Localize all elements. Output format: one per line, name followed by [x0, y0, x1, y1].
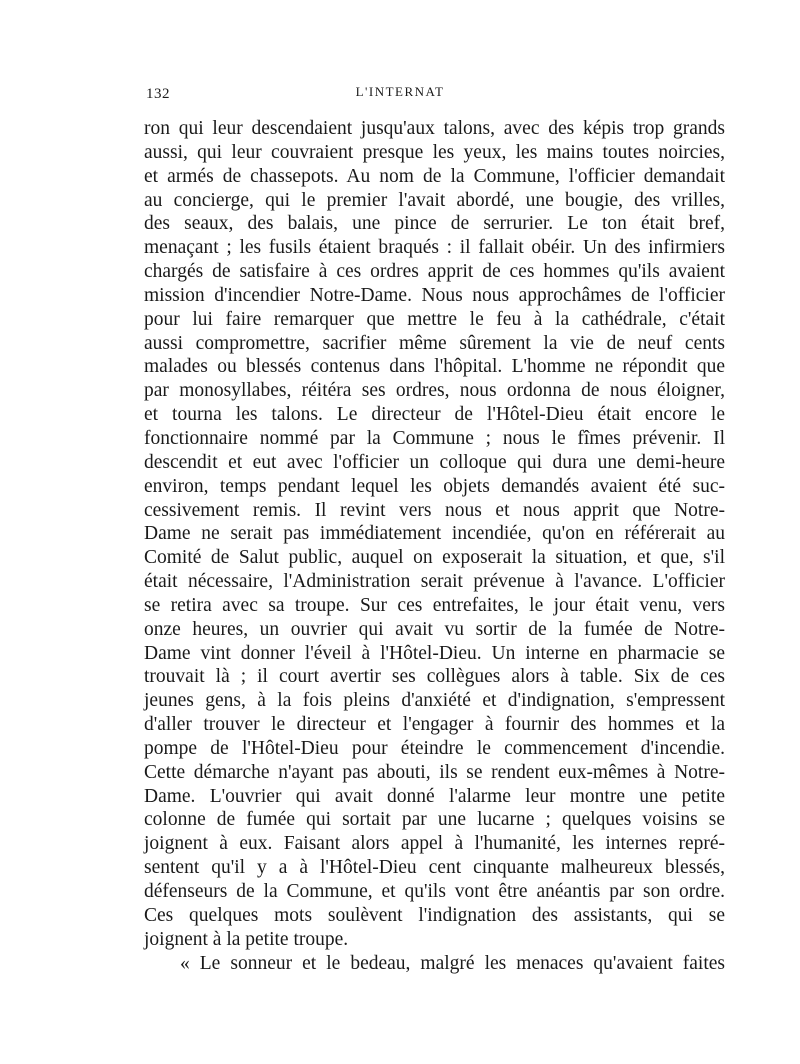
- text-line: était nécessaire, l'Administration serait prévenue à l'avance. L'officier: [144, 571, 725, 593]
- text-line: Ces quelques mots soulèvent l'indignation des assistants, qui se: [144, 904, 725, 926]
- text-line: descendit et eut avec l'officier un colloque qui dura une demi-heure: [144, 451, 725, 473]
- text-line: malades ou blessés contenus dans l'hôpital. L'homme ne répondit que: [144, 356, 725, 378]
- text-line: ron qui leur descendaient jusqu'aux talons, avec des képis trop grands: [144, 118, 725, 139]
- text-line: menaçant ; les fusils étaient braqués : il fallait obéir. Un des infirmiers: [144, 237, 725, 259]
- text-line: se retira avec sa troupe. Sur ces entrefaites, le jour était venu, vers: [144, 594, 725, 616]
- text-line: des seaux, des balais, une pince de serrurier. Le ton était bref,: [144, 213, 725, 235]
- text-line: onze heures, un ouvrier qui avait vu sortir de la fumée de Notre-: [144, 618, 725, 640]
- text-line: environ, temps pendant lequel les objets demandés avaient été suc-: [144, 475, 725, 497]
- page-number: 132: [146, 86, 170, 102]
- text-line: mission d'incendier Notre-Dame. Nous nous approchâmes de l'officier: [144, 284, 725, 306]
- text-line: défenseurs de la Commune, et qu'ils vont être anéantis par son ordre.: [144, 881, 725, 902]
- text-line: joignent à eux. Faisant alors appel à l'humanité, les internes repré-: [144, 833, 725, 855]
- text-line: pompe de l'Hôtel-Dieu pour éteindre le commencement d'incendie.: [144, 737, 725, 759]
- text-line: Cette démarche n'ayant pas abouti, ils se rendent eux-mêmes à Notre-: [144, 761, 725, 783]
- text-line: jeunes gens, à la fois pleins d'anxiété et d'indignation, s'empressent: [144, 690, 725, 712]
- text-line: aussi compromettre, sacrifier même sûrement la vie de neuf cents: [144, 332, 725, 354]
- text-line: chargés de satisfaire à ces ordres apprit de ces hommes qu'ils avaient: [144, 261, 725, 283]
- text-line: Dame. L'ouvrier qui avait donné l'alarme leur montre une petite: [144, 785, 725, 807]
- text-line: Dame ne serait pas immédiatement incendiée, qu'on en référerait au: [144, 523, 725, 545]
- text-line: trouvait là ; il court avertir ses collègues alors à table. Six de ces: [144, 666, 725, 688]
- text-line: au concierge, qui le premier l'avait abordé, une bougie, des vrilles,: [144, 189, 725, 211]
- text-line: fonctionnaire nommé par la Commune ; nous le fîmes prévenir. Il: [144, 427, 725, 449]
- paragraph-end-line: joignent à la petite troupe.: [144, 928, 349, 950]
- paragraph-start-line: « Le sonneur et le bedeau, malgré les menaces qu'avaient faites: [180, 952, 725, 974]
- body-text: [144, 117, 725, 975]
- text-line: Dame vint donner l'éveil à l'Hôtel-Dieu. Un interne en pharmacie se: [144, 642, 725, 664]
- text-line: aussi, qui leur couvraient presque les yeux, les mains toutes noircies,: [144, 141, 725, 163]
- text-line: pour lui faire remarquer que mettre le feu à la cathédrale, c'était: [144, 308, 725, 330]
- text-line: cessivement remis. Il revint vers nous et nous apprit que Notre-: [144, 499, 725, 521]
- text-line: sentent qu'il y a à l'Hôtel-Dieu cent cinquante malheureux blessés,: [144, 857, 725, 879]
- text-line: d'aller trouver le directeur et l'engager à fournir des hommes et la: [144, 714, 725, 736]
- text-line: colonne de fumée qui sortait par une lucarne ; quelques voisins se: [144, 809, 725, 831]
- text-line: par monosyllabes, réitéra ses ordres, nous ordonna de nous éloigner,: [144, 380, 725, 402]
- text-line: Comité de Salut public, auquel on exposerait la situation, et que, s'il: [144, 547, 725, 569]
- running-head: L'INTERNAT: [355, 84, 445, 99]
- text-line: et armés de chassepots. Au nom de la Commune, l'officier demandait: [144, 165, 725, 187]
- text-line: et tourna les talons. Le directeur de l'Hôtel-Dieu était encore le: [144, 404, 725, 426]
